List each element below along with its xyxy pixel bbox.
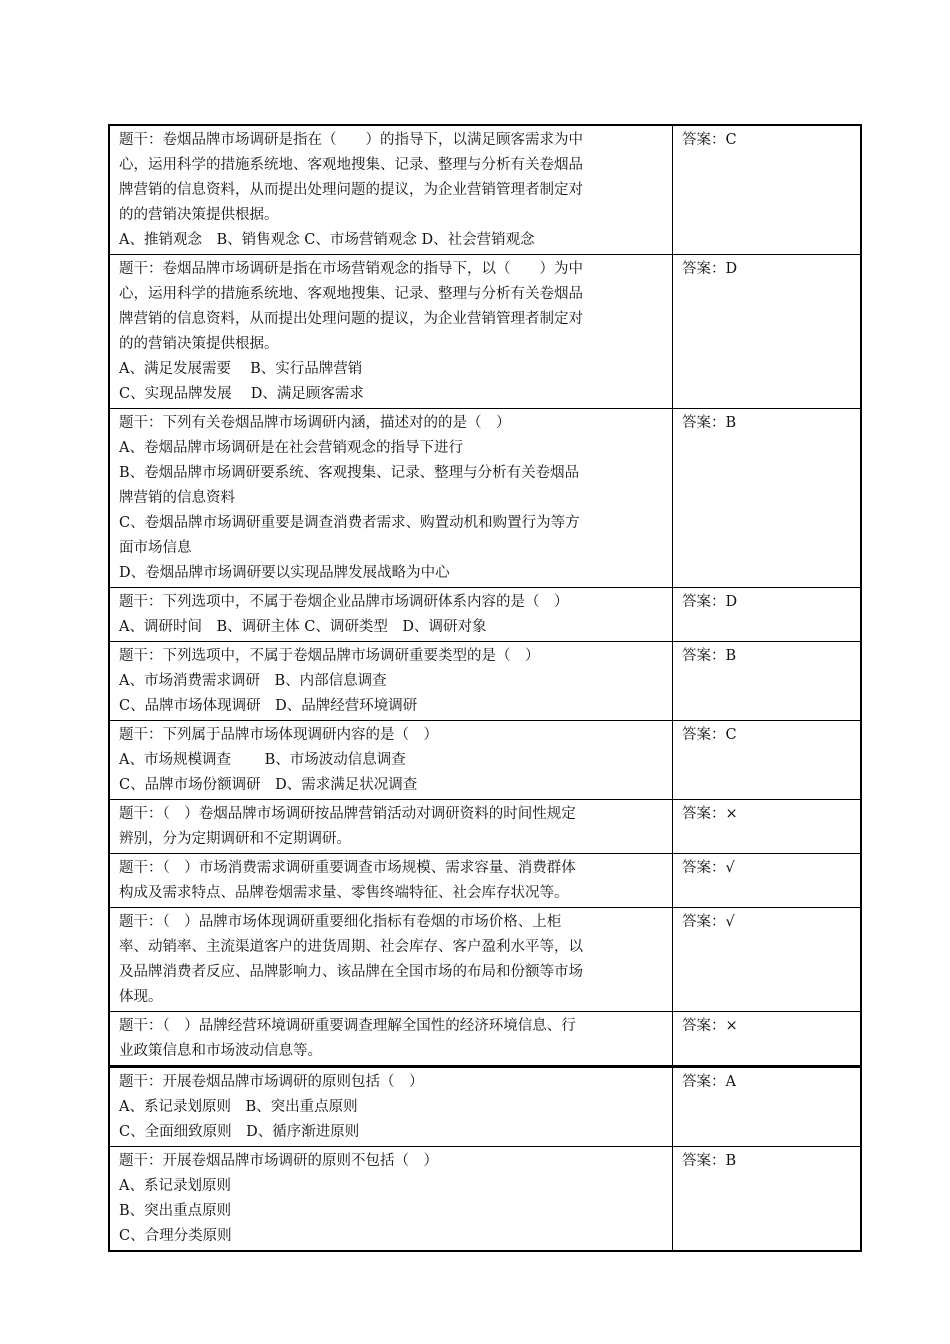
question-cell: [109, 125, 673, 255]
question-text-line: C、合理分类原则: [119, 1228, 232, 1244]
question-text-line: 辨别，分为定期调研和不定期调研。: [119, 831, 351, 847]
answer-cell: [673, 588, 862, 642]
question-row: [109, 255, 861, 409]
question-text-line: 牌营销的信息资料: [119, 490, 235, 506]
answer-cell: [673, 721, 862, 800]
answer-text: 答案：×: [682, 1018, 738, 1034]
question-row: [109, 1067, 861, 1147]
answer-cell: [673, 125, 862, 255]
question-text-line: A、系记录划原则: [119, 1178, 231, 1194]
question-cell: [109, 588, 673, 642]
question-text-line: C、全面细致原则 D、循序渐进原则: [119, 1124, 360, 1140]
question-text-line: 题干：下列属于品牌市场体现调研内容的是（ ）: [119, 727, 438, 743]
answer-text: 答案：D: [682, 594, 738, 610]
question-table: [108, 124, 862, 1252]
question-text-line: 题干：（ ）品牌市场体现调研重要细化指标有卷烟的市场价格、上柜: [119, 914, 562, 930]
question-text-line: 题干：下列选项中，不属于卷烟企业品牌市场调研体系内容的是（ ）: [119, 594, 569, 610]
answer-text: 答案：A: [682, 1074, 736, 1090]
answer-cell: [673, 908, 862, 1012]
answer-text: 答案：B: [682, 648, 737, 664]
question-rows: [109, 125, 861, 1251]
question-text-line: 题干：下列有关卷烟品牌市场调研内涵，描述对的的是（ ）: [119, 415, 511, 431]
question-cell: [109, 854, 673, 908]
question-text-line: B、突出重点原则: [119, 1203, 232, 1219]
answer-cell: [673, 800, 862, 854]
question-row: [109, 642, 861, 721]
question-text-line: 题干：下列选项中，不属于卷烟品牌市场调研重要类型的是（ ）: [119, 648, 540, 664]
answer-text: 答案：B: [682, 1153, 737, 1169]
question-table-container: [108, 124, 842, 1252]
question-text-line: A、满足发展需要 B、实行品牌营销: [119, 361, 363, 377]
question-cell: [109, 1147, 673, 1252]
question-text-line: 题干：卷烟品牌市场调研是指在（ ）的指导下，以满足顾客需求为中: [119, 132, 583, 148]
question-text-line: 业政策信息和市场波动信息等。: [119, 1043, 322, 1059]
question-text-line: A、推销观念 B、销售观念 C、市场营销观念 D、社会营销观念: [119, 232, 535, 248]
question-text-line: 题干：（ ）市场消费需求调研重要调查市场规模、需求容量、消费群体: [119, 860, 576, 876]
question-row: [109, 854, 861, 908]
question-cell: [109, 409, 673, 588]
question-text-line: 心，运用科学的措施系统地、客观地搜集、记录、整理与分析有关卷烟品: [119, 157, 583, 173]
question-text-line: B、卷烟品牌市场调研要系统、客观搜集、记录、整理与分析有关卷烟品: [119, 465, 580, 481]
question-row: [109, 908, 861, 1012]
question-row: [109, 588, 861, 642]
answer-cell: [673, 854, 862, 908]
answer-cell: [673, 409, 862, 588]
question-text-line: D、卷烟品牌市场调研要以实现品牌发展战略为中心: [119, 565, 450, 581]
answer-cell: [673, 1012, 862, 1067]
question-text-line: 题干：开展卷烟品牌市场调研的原则包括（ ）: [119, 1074, 424, 1090]
answer-text: 答案：D: [682, 261, 738, 277]
question-cell: [109, 1067, 673, 1147]
question-text-line: C、品牌市场份额调研 D、需求满足状况调查: [119, 777, 418, 793]
answer-text: 答案：√: [682, 860, 735, 876]
question-text-line: A、系记录划原则 B、突出重点原则: [119, 1099, 358, 1115]
question-cell: [109, 908, 673, 1012]
question-text-line: 率、动销率、主流渠道客户的进货周期、社会库存、客户盈利水平等，以: [119, 939, 583, 955]
answer-text: 答案：B: [682, 415, 737, 431]
question-text-line: 面市场信息: [119, 540, 192, 556]
question-text-line: C、品牌市场体现调研 D、品牌经营环境调研: [119, 698, 418, 714]
question-text-line: 体现。: [119, 989, 163, 1005]
answer-cell: [673, 1067, 862, 1147]
question-text-line: C、卷烟品牌市场调研重要是调查消费者需求、购置动机和购置行为等方: [119, 515, 580, 531]
answer-cell: [673, 1147, 862, 1252]
answer-text: 答案：C: [682, 132, 737, 148]
question-text-line: 题干：（ ）品牌经营环境调研重要调查理解全国性的经济环境信息、行: [119, 1018, 576, 1034]
question-row: [109, 721, 861, 800]
answer-cell: [673, 642, 862, 721]
answer-text: 答案：√: [682, 914, 735, 930]
question-text-line: A、市场规模调查 B、市场波动信息调查: [119, 752, 406, 768]
question-cell: [109, 255, 673, 409]
question-text-line: A、市场消费需求调研 B、内部信息调查: [119, 673, 387, 689]
question-text-line: 构成及需求特点、品牌卷烟需求量、零售终端特征、社会库存状况等。: [119, 885, 569, 901]
question-text-line: C、实现品牌发展 D、满足顾客需求: [119, 386, 364, 402]
question-text-line: 题干：（ ）卷烟品牌市场调研按品牌营销活动对调研资料的时间性规定: [119, 806, 576, 822]
question-row: [109, 125, 861, 255]
question-text-line: 心，运用科学的措施系统地、客观地搜集、记录、整理与分析有关卷烟品: [119, 286, 583, 302]
question-row: [109, 1012, 861, 1067]
question-text-line: 的的营销决策提供根据。: [119, 207, 279, 223]
question-text-line: A、卷烟品牌市场调研是在社会营销观念的指导下进行: [119, 440, 463, 456]
question-row: [109, 409, 861, 588]
question-text-line: 题干：卷烟品牌市场调研是指在市场营销观念的指导下，以（ ）为中: [119, 261, 583, 277]
question-text-line: 牌营销的信息资料，从而提出处理问题的提议，为企业营销管理者制定对: [119, 182, 583, 198]
question-text-line: 题干：开展卷烟品牌市场调研的原则不包括（ ）: [119, 1153, 438, 1169]
question-text-line: A、调研时间 B、调研主体 C、调研类型 D、调研对象: [119, 619, 487, 635]
question-cell: [109, 721, 673, 800]
answer-text: 答案：C: [682, 727, 737, 743]
question-row: [109, 800, 861, 854]
question-row: [109, 1147, 861, 1252]
question-text-line: 牌营销的信息资料，从而提出处理问题的提议，为企业营销管理者制定对: [119, 311, 583, 327]
question-cell: [109, 642, 673, 721]
question-text-line: 的的营销决策提供根据。: [119, 336, 279, 352]
answer-text: 答案：×: [682, 806, 738, 822]
question-text-line: 及品牌消费者反应、品牌影响力、该品牌在全国市场的布局和份额等市场: [119, 964, 583, 980]
question-cell: [109, 1012, 673, 1067]
question-cell: [109, 800, 673, 854]
answer-cell: [673, 255, 862, 409]
